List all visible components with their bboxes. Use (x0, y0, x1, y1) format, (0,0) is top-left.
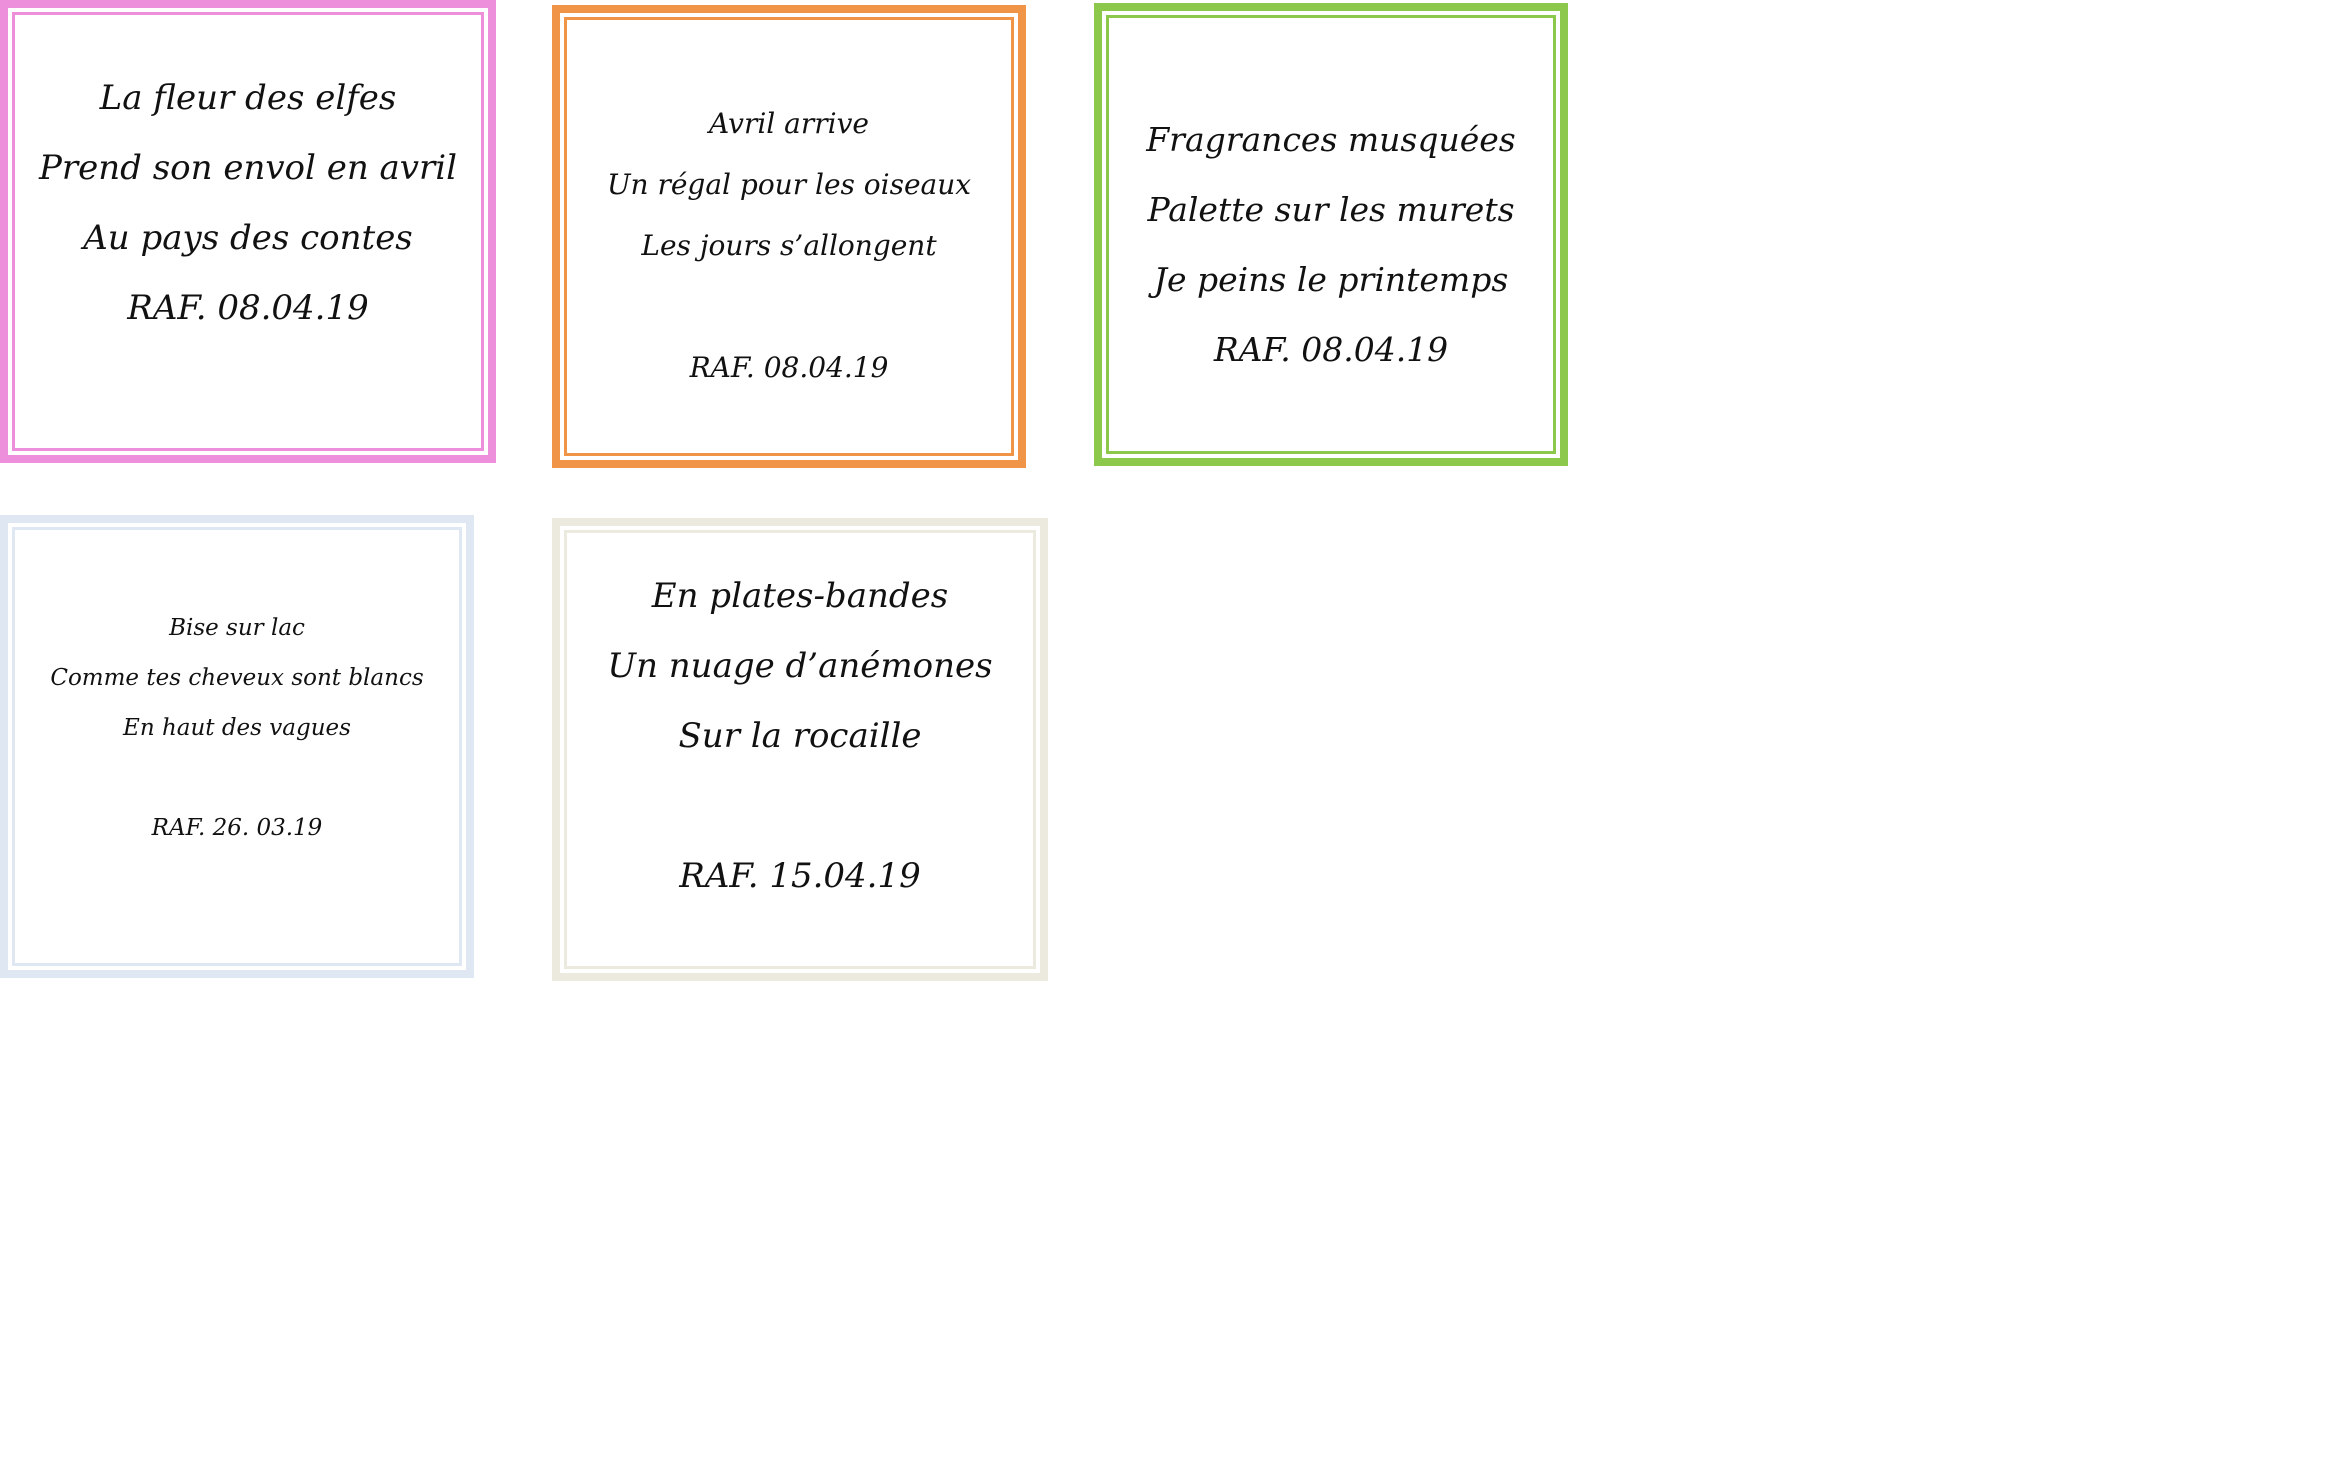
haiku-text (567, 561, 1033, 911)
haiku-line-2: Un régal pour les oiseaux (606, 168, 972, 201)
haiku-card-2 (552, 5, 1026, 468)
haiku-card-3 (1094, 3, 1568, 466)
haiku-line-3: Les jours s’allongent (641, 229, 937, 262)
haiku-text (15, 603, 459, 853)
haiku-card-inner-frame (12, 12, 484, 451)
haiku-card-5 (552, 518, 1048, 981)
haiku-line-1: Avril arrive (709, 107, 869, 140)
haiku-signature: RAF. 26. 03.19 (151, 815, 323, 841)
blank-line (15, 753, 459, 803)
haiku-text (15, 63, 481, 343)
haiku-signature: RAF. 08.04.19 (689, 351, 889, 384)
haiku-card-inner-frame (12, 527, 462, 966)
haiku-line-2: Comme tes cheveux sont blancs (50, 665, 424, 691)
haiku-line-1: La fleur des elfes (99, 78, 397, 118)
haiku-line-3: Sur la rocaille (678, 716, 922, 756)
blank-line (567, 771, 1033, 841)
haiku-signature: RAF. 15.04.19 (679, 856, 921, 896)
haiku-text (567, 93, 1011, 398)
haiku-line-2: Prend son envol en avril (38, 148, 458, 188)
haiku-line-1: Bise sur lac (169, 615, 305, 641)
haiku-card-4 (0, 515, 474, 978)
haiku-line-1: Fragrances musquées (1146, 120, 1516, 159)
haiku-card-inner-frame (564, 530, 1036, 969)
haiku-line-3: En haut des vagues (123, 715, 351, 741)
haiku-card-inner-frame (1106, 15, 1556, 454)
blank-line (567, 276, 1011, 337)
haiku-line-2: Un nuage d’anémones (607, 646, 993, 686)
haiku-text (1109, 105, 1553, 385)
haiku-signature: RAF. 08.04.19 (127, 288, 369, 328)
haiku-line-3: Je peins le printemps (1153, 260, 1509, 299)
haiku-line-3: Au pays des contes (83, 218, 413, 258)
haiku-card-inner-frame (564, 17, 1014, 456)
haiku-line-1: En plates-bandes (651, 576, 949, 616)
haiku-card-1 (0, 0, 496, 463)
haiku-signature: RAF. 08.04.19 (1213, 330, 1449, 369)
haiku-line-2: Palette sur les murets (1147, 190, 1515, 229)
